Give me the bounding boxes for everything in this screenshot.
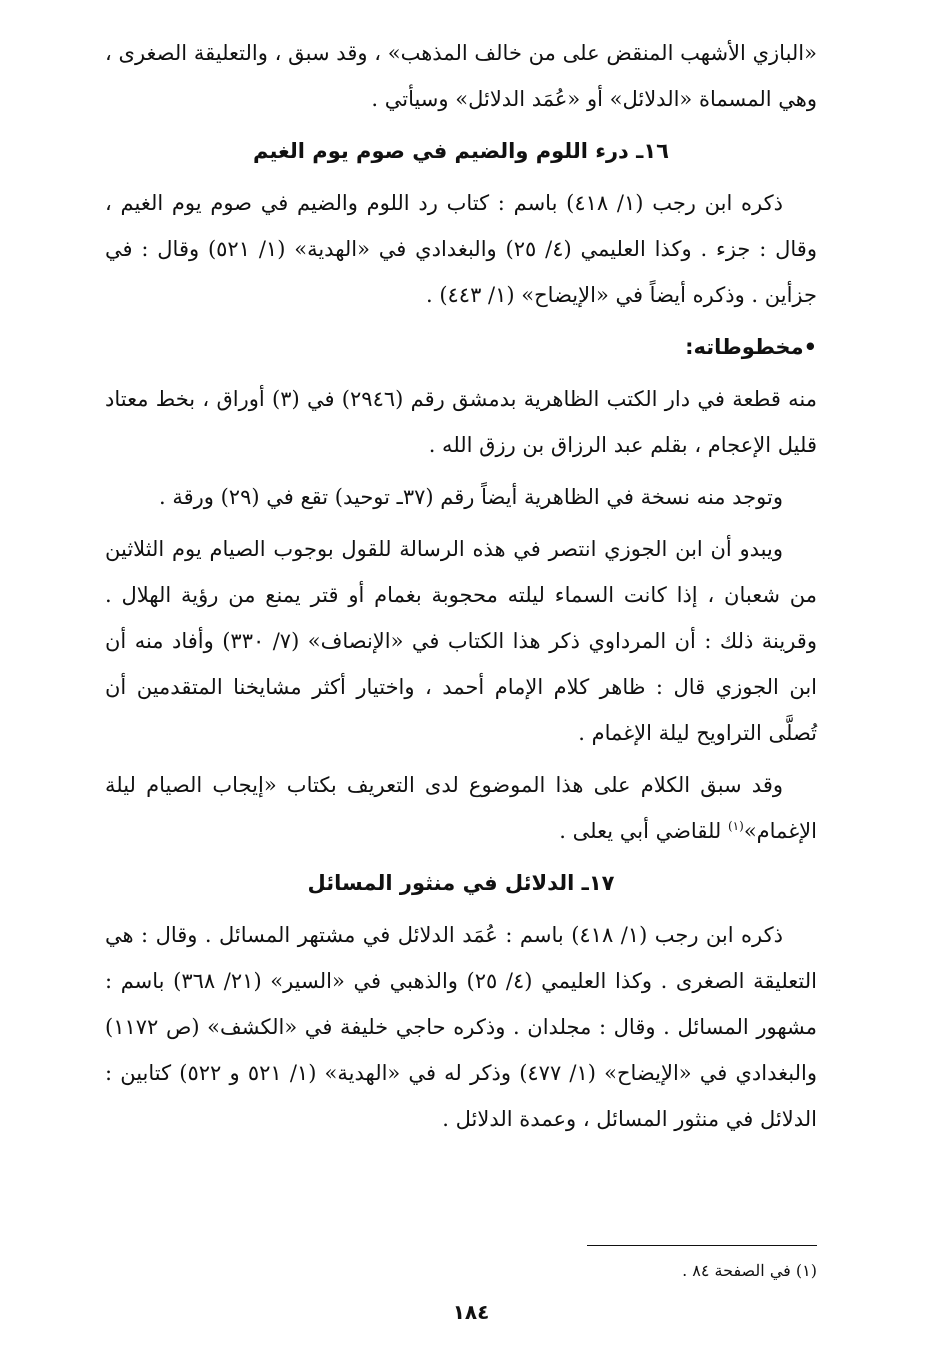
paragraph-manuscript-damascus: منه قطعة في دار الكتب الظاهرية بدمشق رقم (٢٩٤٦) في (٣) أوراق ، بخط معتاد قليل الإعجام ، بقلم عبد الرزاق بن رزق الله . (105, 387, 817, 457)
paragraph-ibn-rajab-17: ذكره ابن رجب (١/ ٤١٨) باسم : عُمَد الدلائل في مشتهر المسائل . وقال : هي التعليقة الصغرى . وكذا العليمي (٤/ ٢٥) والذهبي في «السير» (٢١/ ٣٦٨) باسم : مشهور المسائل . وقال : مجلدان . وذكره حاجي خليفة في «الكشف» (ص ١١٧٢) والبغدادي في «الإيضاح» (١/ ٤٧٧) وذكر له في «الهدية» (١/ ٥٢١ و ٥٢٢) كتابين : الدلائل في منثور المسائل ، وعمدة الدلائل . (105, 923, 817, 1131)
page-number: ١٨٤ (452, 1300, 490, 1324)
footnote-divider (587, 1245, 817, 1246)
footnote-reference: (١) (727, 819, 744, 833)
paragraph-previous-discussion (105, 762, 817, 854)
section-heading-17: ١٧ـ الدلائل في منثور المسائل (307, 871, 615, 895)
manuscripts-subheading: •مخطوطاته: (685, 335, 817, 359)
paragraph-previous-discussion-text: وقد سبق الكلام على هذا الموضوع لدى التعريف بكتاب «إيجاب الصيام ليلة الإغمام» (105, 773, 817, 843)
footnote-text: (١) في الصفحة ٨٤ . (682, 1261, 817, 1280)
paragraph-ibn-rajab-16: ذكره ابن رجب (١/ ٤١٨) باسم : كتاب رد اللوم والضيم في صوم يوم الغيم ، وقال : جزء . وكذا العليمي (٤/ ٢٥) والبغدادي في «الهدية» (١/ ٥٢١) وقال : في جزأين . وذكره أيضاً في «الإيضاح» (١/ ٤٤٣) . (105, 191, 817, 307)
page-body (105, 30, 817, 1148)
paragraph-continuation: «البازي الأشهب المنقض على من خالف المذهب» ، وقد سبق ، والتعليقة الصغرى ، وهي المسماة «الدلائل» أو «عُمَد الدلائل» وسيأتي . (105, 41, 817, 111)
paragraph-ibn-jawzi-opinion: ويبدو أن ابن الجوزي انتصر في هذه الرسالة للقول بوجوب الصيام يوم الثلاثين من شعبان ، إذا كانت السماء ليلته محجوبة بغمام أو قتر يمنع من رؤية الهلال . وقرينة ذلك : أن المرداوي ذكر هذا الكتاب في «الإنصاف» (٧/ ٣٣٠) وأفاد منه أن ابن الجوزي قال : ظاهر كلام الإمام أحمد ، واختيار أكثر مشايخنا المتقدمين أن تُصلَّى التراويح ليلة الإغمام . (105, 537, 817, 745)
paragraph-manuscript-zahiriya: وتوجد منه نسخة في الظاهرية أيضاً رقم (٣٧ـ توحيد) تقع في (٢٩) ورقة . (158, 485, 783, 509)
paragraph-previous-discussion-tail: للقاضي أبي يعلى . (559, 819, 728, 843)
section-heading-16: ١٦ـ درء اللوم والضيم في صوم يوم الغيم (253, 139, 669, 163)
